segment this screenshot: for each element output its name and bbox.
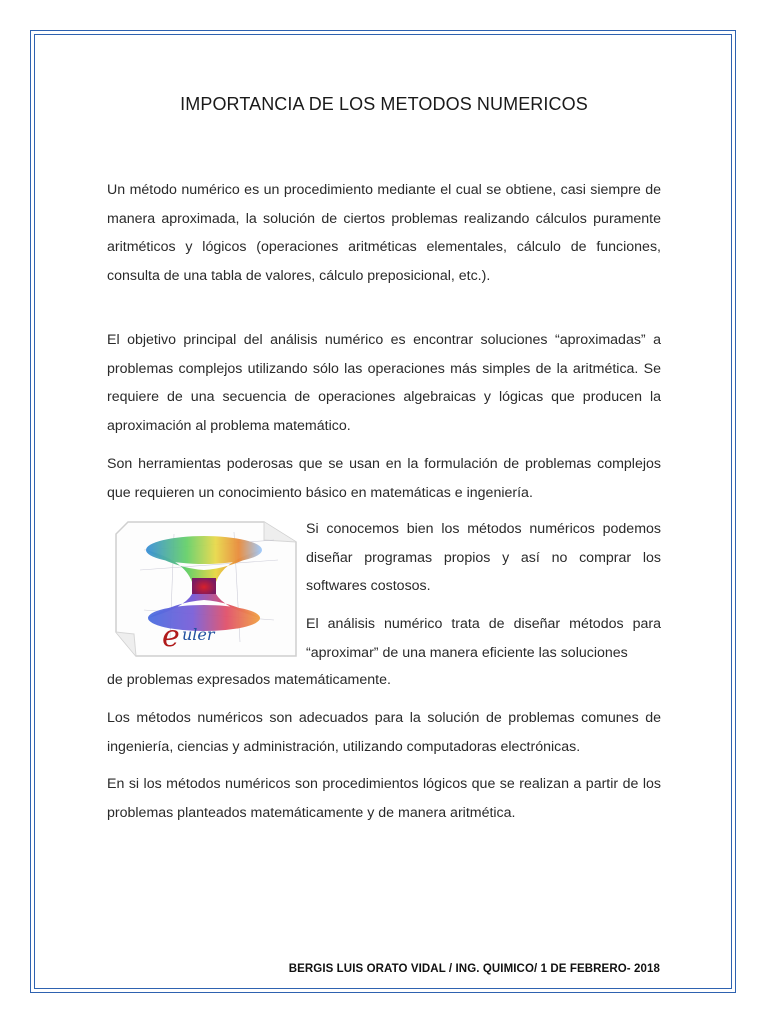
paragraph-definition: Un método numérico es un procedimiento mediante el cual se obtiene, casi siempre de manera aproximada, la solución de ciertos problemas realizando cálculos puramente aritméticos y lógicos (operaciones aritméticas elementales, cálculo de funciones, consulta de una tabla de valores, cálculo preposicional, etc.). xyxy=(107,182,661,284)
page-footer: BERGIS LUIS ORATO VIDAL / ING. QUIMICO/ 1 DE FEBRERO- 2018 xyxy=(288,963,660,975)
euler-logo-e: e xyxy=(162,619,180,654)
paragraph-adequate: Los métodos numéricos son adecuados para la solución de problemas comunes de ingeniería, ciencias y administración, utilizando computadoras electrónicas. xyxy=(107,710,661,755)
paragraph-tools: Son herramientas poderosas que se usan en la formulación de problemas complejos que requieren un conocimiento básico en matemáticas e ingeniería. xyxy=(107,456,661,501)
document-title: IMPORTANCIA DE LOS METODOS NUMERICOS xyxy=(180,94,588,114)
paragraph-analysis-continued: de problemas expresados matemáticamente. xyxy=(107,672,391,688)
paragraph-conclusion: En si los métodos numéricos son procedimientos lógicos que se realizan a partir de los problemas planteados matemáticamente y de manera aritmética. xyxy=(107,776,661,821)
paragraph-objective: El objetivo principal del análisis numérico es encontrar soluciones “aproximadas” a problemas complejos utilizando sólo las operaciones más simples de la aritmética. Se requiere de una secuencia de operaciones algebraicas y lógicas que producen la aproximación al problema matemático. xyxy=(107,332,661,434)
paragraph-analysis: El análisis numérico trata de diseñar métodos para “aproximar” de una manera eficiente las soluciones xyxy=(306,616,661,661)
paragraph-programs: Si conocemos bien los métodos numéricos podemos diseñar programas propios y así no comprar los softwares costosos. xyxy=(306,521,661,595)
euler-logo-text: uler xyxy=(182,625,215,644)
euler-surface-image xyxy=(114,520,298,658)
